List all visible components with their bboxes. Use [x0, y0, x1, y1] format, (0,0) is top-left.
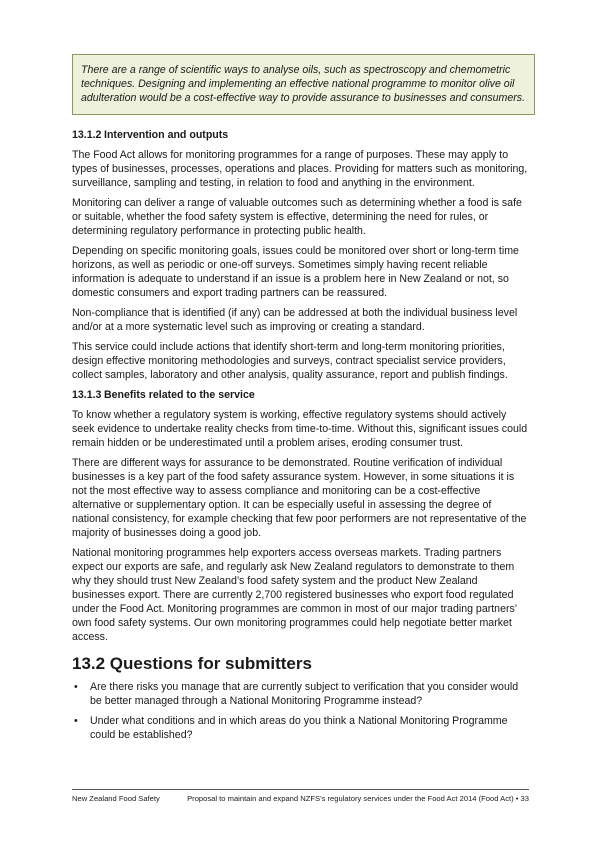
footer-left: New Zealand Food Safety — [72, 794, 160, 803]
paragraph: This service could include actions that identify short-term and long-term monitoring priorities, design effective monitoring methodologies and surveys, contract specialist service providers, collect samples, laboratory and other analysis, quality assurance, report and publish findings. — [72, 341, 508, 381]
page-content — [72, 128, 529, 748]
section-title: Intervention and outputs — [104, 129, 229, 141]
bullet-icon: • — [74, 715, 78, 727]
paragraph: Depending on specific monitoring goals, issues could be monitored over short or long-term time horizons, as well as periodic or one-off surveys. Sometimes simply having recent reliable information is adequate to understand if an issue is a problem here in New Zealand or not, so domestic consumers and export trading partners can be reassured. — [72, 245, 519, 299]
paragraph: To know whether a regulatory system is working, effective regulatory systems should actively seek evidence to undertake reality checks from time-to-time. Without this, significant issues could remain hidden or be underestimated until a problem arises, eroding consumer trust. — [72, 409, 528, 449]
list-item — [72, 714, 529, 742]
section-number: 13.1.3 — [72, 389, 102, 401]
paragraph: Non-compliance that is identified (if any) can be addressed at both the individual business level and/or at a more systematic level such as improving or creating a standard. — [72, 307, 518, 333]
question-text: Are there risks you manage that are currently subject to verification that you consider would be better managed through a National Monitoring Programme instead? — [90, 681, 519, 707]
section-number: 13.1.2 — [72, 129, 102, 141]
bullet-icon: • — [74, 681, 78, 693]
paragraph: Monitoring can deliver a range of valuable outcomes such as determining whether a food is safe or suitable, whether the food safety system is effective, determining the need for rules, or determining regulatory performance in protecting public health. — [72, 197, 522, 237]
section-title: Benefits related to the service — [104, 389, 255, 401]
paragraph: National monitoring programmes help exporters access overseas markets. Trading partners expect our exports are safe, and regularly ask New Zealand regulators to demonstrate to them why they should trust New Zealand’s food safety system and the product New Zealand businesses export. There are currently 2,700 registered businesses who export food regulated under the Food Act. Monitoring programmes are common in most of our major trading partners’ own food safety systems. Our own monitoring programmes could help negotiate better market access. — [72, 547, 517, 643]
section-heading-13-1-3 — [72, 388, 529, 402]
section-heading-13-1-2 — [72, 128, 529, 142]
question-text: Under what conditions and in which areas do you think a National Monitoring Programme could be established? — [90, 715, 508, 741]
section-heading-13-2: 13.2 Questions for submitters — [72, 654, 312, 673]
callout-text: There are a range of scientific ways to analyse oils, such as spectroscopy and chemometric techniques. Designing and implementing an effective national programme to monitor olive oil adulteration would be a cost-effective way to provide assurance to businesses and consumers. — [81, 64, 526, 104]
paragraph: There are different ways for assurance to be demonstrated. Routine verification of individual businesses is a key part of the food safety assurance system. However, in some situations it is not the most effective way to assess compliance and monitoring can be a cost-effective alternative or supplementary option. It can be especially useful in assessing the degree of national consistency, for example checking that few poor performers are not representative of the majority of businesses doing a good job. — [72, 457, 527, 539]
callout-box — [72, 54, 535, 115]
paragraph: The Food Act allows for monitoring programmes for a range of purposes. These may apply to types of businesses, processes, operations and places. Providing for matters such as monitoring, surveillance, sampling and testing, in relation to food and anything in the environment. — [72, 149, 528, 189]
footer-right: Proposal to maintain and expand NZFS’s regulatory services under the Food Act 2014 (Food Act) • 33 — [187, 794, 529, 803]
questions-list — [72, 680, 529, 742]
list-item — [72, 680, 529, 708]
page-footer — [72, 789, 529, 804]
